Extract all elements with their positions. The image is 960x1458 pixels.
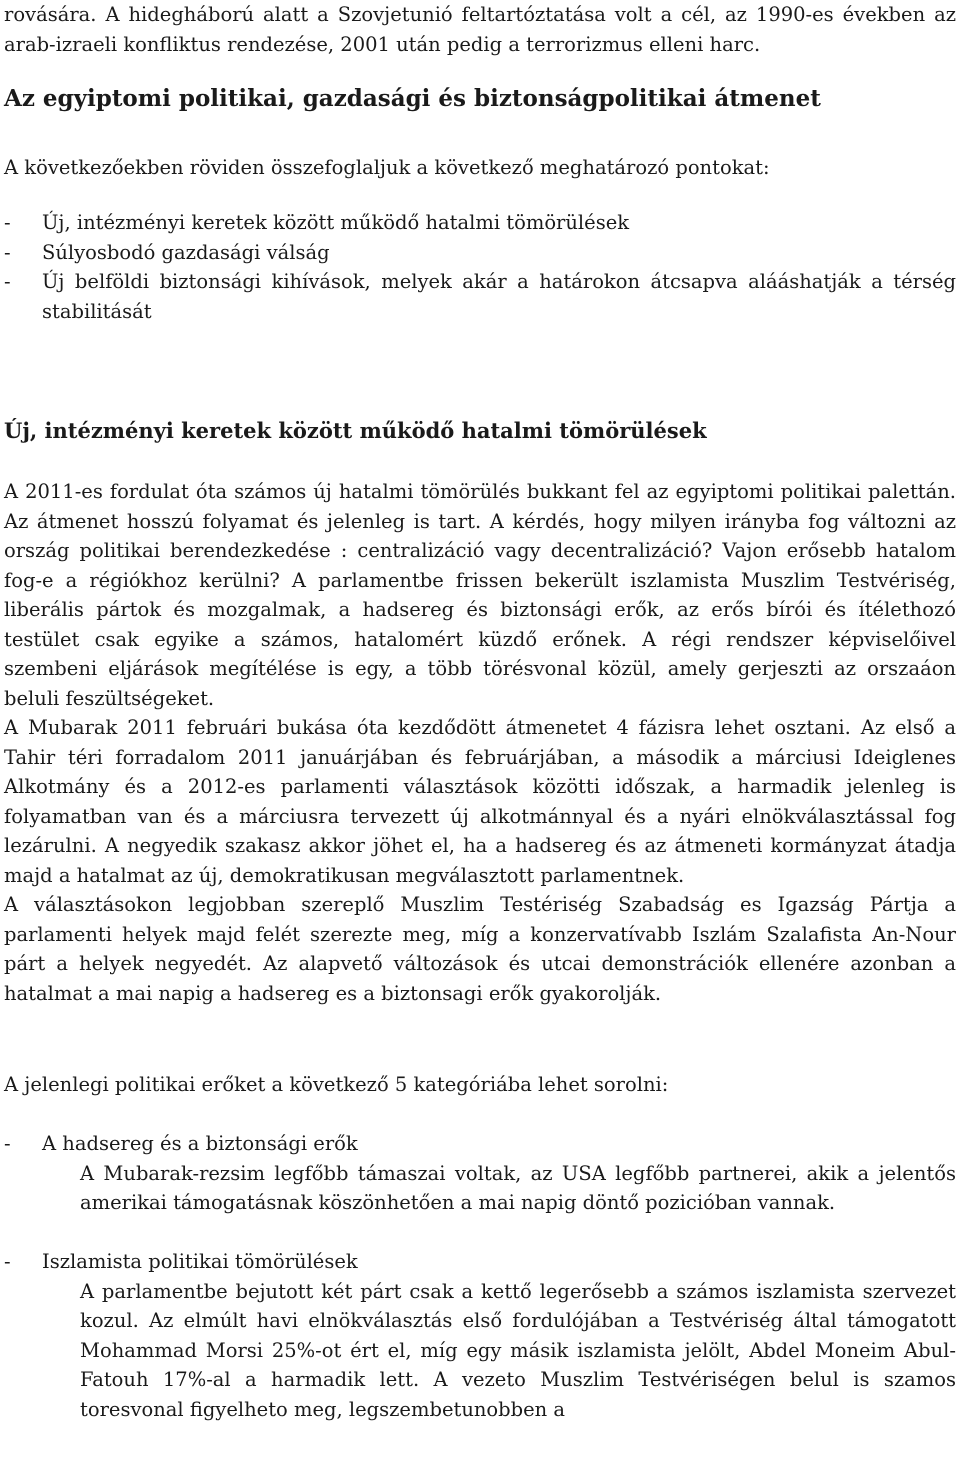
subsection-heading: Új, intézményi keretek között működő hatalmi tömörülések xyxy=(4,418,707,443)
list-item xyxy=(4,238,956,268)
continuation-paragraph: rovására. A hidegháború alatt a Szovjetunió feltartóztatása volt a cél, az 1990-es években az arab-izraeli konfliktus rendezése, 2001 után pedig a terrorizmus elleni harc. xyxy=(4,3,956,56)
category-body: A parlamentbe bejutott két párt csak a kettő legerősebb a számos iszlamista szervezet kozul. Az elmúlt havi elnökválasztás első fordulójában a Testvériség által támogatott Mohammad Morsi 25%-ot ért el, míg egy másik iszlamista jelölt, Abdel Moneim Abul-Fatouh 17%-al a harmadik lett. A vezeto Muszlim Testvériségen belul is szamos toresvonal figyelheto meg, legszembetunobben a xyxy=(80,1279,956,1421)
paragraph: A választásokon legjobban szereplő Muszlim Testériség Szabadság es Igazság Pártja a parlamenti helyek majd felét szerezte meg, míg a konzervatívabb Iszlám Szalafista An-Nour párt a helyek negyedét. Az alapvető változások és utcai demonstrációk ellenére azonban a hatalmat a mai napig a hadsereg es a biztonsagi erők gyakorolják. xyxy=(4,893,956,1005)
dash-bullet: - xyxy=(4,211,11,234)
categories-list xyxy=(4,1129,956,1454)
category-title: A hadsereg és a biztonsági erők xyxy=(42,1132,358,1155)
dash-bullet: - xyxy=(4,270,11,293)
list-item-text: Új, intézményi keretek között működő hatalmi tömörülések xyxy=(42,211,630,234)
list-item xyxy=(4,267,956,326)
dash-bullet: - xyxy=(4,240,11,264)
list-item xyxy=(4,208,956,238)
categories-intro: A jelenlegi politikai erőket a következő 5 kategóriába lehet sorolni: xyxy=(4,1073,669,1096)
main-paragraphs xyxy=(4,477,956,1008)
key-points-list xyxy=(4,208,956,326)
category-item xyxy=(4,1129,956,1218)
category-item xyxy=(4,1247,956,1424)
paragraph: A Mubarak 2011 februári bukása óta kezdődött átmenetet 4 fázisra lehet osztani. Az első a Tahir téri forradalom 2011 januárjában és februárjában, a második a márciusi Ideiglenes Alkotmány és a 2012-es parlamenti választások közötti időszak, a harmadik jelenleg is folyamatban van és a márciusra tervezett új alkotmánnyal és a nyári elnökválasztással fog lezárulni. A negyedik szakasz akkor jöhet el, ha a hadsereg és az átmeneti kormányzat átadja majd a hatalmat az új, demokratikusan megválasztott parlamentnek. xyxy=(4,716,956,887)
paragraph: A 2011-es fordulat óta számos új hatalmi tömörülés bukkant fel az egyiptomi politikai palettán. Az átmenet hosszú folyamat és jelenleg is tart. A kérdés, hogy milyen irányba fog változni az ország politikai berendezkedése : centralizáció vagy decentralizáció? Vajon erősebb hatalom fog-e a régiókhoz kerülni? A parlamentbe frissen bekerült iszlamista Muszlim Testvériség, liberális pártok és mozgalmak, a hadsereg és biztonsági erők, az erős bírói és ítélethozó testület csak egyike a számos, hatalomért küzdő erőnek. A régi rendszer képviselőivel szembeni eljárások megítélése is egy, a több törésvonal közül, amely gerjeszti az orszaáon beluli feszültségeket. xyxy=(4,480,956,710)
dash-bullet: - xyxy=(4,1132,11,1155)
category-body: A Mubarak-rezsim legfőbb támaszai voltak, az USA legfőbb partnerei, akik a jelentős amerikai támogatásnak köszönhetően a mai napig döntő pozicióban vannak. xyxy=(80,1161,956,1214)
dash-bullet: - xyxy=(4,1250,11,1273)
section-heading: Az egyiptomi politikai, gazdasági és biztonságpolitikai átmenet xyxy=(4,85,821,112)
list-item-text: Súlyosbodó gazdasági válság xyxy=(42,240,330,264)
intro-paragraph: A következőekben röviden összefoglaljuk a következő meghatározó pontokat: xyxy=(4,156,770,179)
category-title: Iszlamista politikai tömörülések xyxy=(42,1250,358,1273)
list-item-text: Új belföldi biztonsági kihívások, melyek akár a határokon átcsapva alááshatják a térség stabilitását xyxy=(42,270,956,323)
